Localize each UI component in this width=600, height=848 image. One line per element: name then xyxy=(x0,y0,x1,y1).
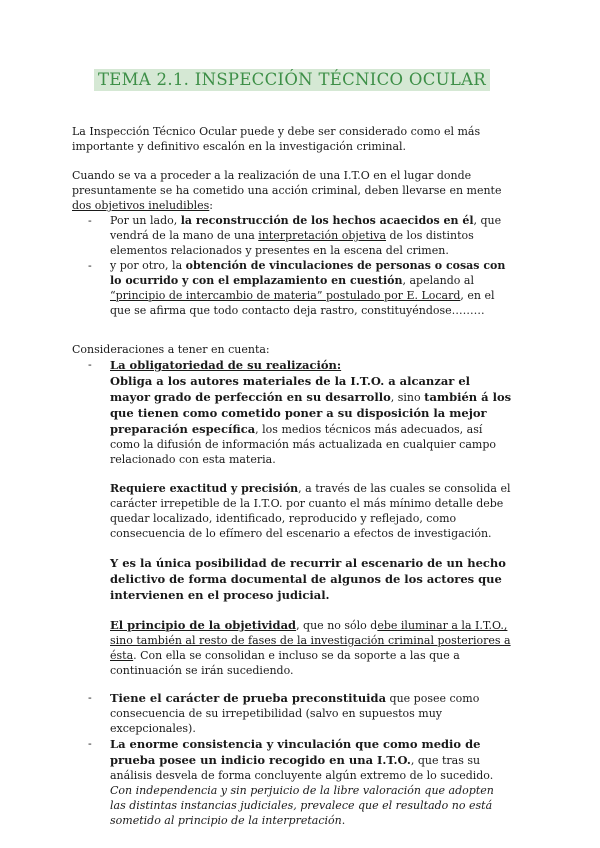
underlined-text: “principio de intercambio de materia” postulado por E. Locard xyxy=(110,289,461,302)
sub-paragraph xyxy=(110,555,512,603)
bold-text: la reconstrucción de los hechos acaecidos en él xyxy=(180,214,474,227)
text: . Con ella se consolidan e incluso se da soporte a las que a continuación se irán sucediendo. xyxy=(110,649,460,677)
text: , que vendrá de la mano de una xyxy=(110,214,502,242)
sub-paragraph xyxy=(110,481,512,541)
bold-text: Tiene el carácter de prueba preconstituida xyxy=(110,691,387,705)
text: : xyxy=(209,199,214,212)
list-item xyxy=(110,213,512,258)
list-item xyxy=(110,258,512,318)
underlined-text: dos objetivos ineludibles xyxy=(72,199,210,212)
text: , los medios técnicos más adecuados, así como la difusión de información más actualizada en cualquier campo relacionado con esta materia. xyxy=(110,423,496,466)
text: , en el que se afirma que todo contacto deja rastro, constituyéndose……… xyxy=(110,289,495,317)
text: , a través de las cuales se consolida el carácter irrepetible de la I.T.O. por cuanto el más mínimo detalle debe quedar localizado, identificado, reproducido y reflejado, como consecuencia de lo efímero del escenario a efectos de investigación. xyxy=(110,482,511,540)
objectives-list xyxy=(72,213,512,318)
text: . xyxy=(341,814,346,827)
list-item xyxy=(110,690,512,736)
text: , sino xyxy=(390,391,425,404)
title-wrap xyxy=(72,0,512,91)
bold-text: obtención de vinculaciones de personas o cosas con lo ocurrido y con el emplazamiento en cuestión xyxy=(110,259,506,287)
underlined-text: ebe iluminar a la I.T.O., sino también al resto de fases de la investigación criminal posteriores a ésta xyxy=(110,619,511,662)
bold-text: Y es la única posibilidad de recurrir al escenario de un hecho delictivo de forma documental de algunos de los actores que intervienen en el proceso judicial. xyxy=(110,556,506,602)
bold-underlined-text: El principio de la objetividad xyxy=(110,618,297,632)
text: Por un lado, xyxy=(110,214,181,227)
text: , que no sólo d xyxy=(296,619,378,632)
text: , apelando al xyxy=(402,274,474,287)
text: de los distintos elementos relacionados y presentes en la escena del crimen. xyxy=(110,229,474,257)
bold-text: Requiere exactitud y precisión xyxy=(110,482,299,495)
list-item xyxy=(110,357,512,678)
considerations-list xyxy=(72,357,512,828)
bold-text: Obliga a los autores materiales de la I.T.O. a alcanzar el mayor grado de perfección en su desarrollo xyxy=(110,374,471,404)
list-item xyxy=(110,736,512,828)
page-title: TEMA 2.1. INSPECCIÓN TÉCNICO OCULAR xyxy=(94,69,490,91)
text: que posee como consecuencia de su irrepetibilidad (salvo en supuestos muy excepcionales). xyxy=(110,692,480,735)
underlined-text: interpretación objetiva xyxy=(258,229,387,242)
bold-text: La enorme consistencia y vinculación que como medio de prueba posee un indicio recogido en una I.T.O. xyxy=(110,737,481,767)
text: y por otro, la xyxy=(110,259,186,272)
intro-paragraph: La Inspección Técnico Ocular puede y debe ser considerado como el más importante y definitivo escalón en la investigación criminal. xyxy=(72,125,481,153)
italic-text: Con independencia y sin perjuicio de la libre valoración que adopten las distintas instancias judiciales, prevalece que el resultado no está sometido al principio de la interpretación xyxy=(110,784,494,827)
consideration-heading: La obligatoriedad de su realización: xyxy=(110,358,342,372)
text: Cuando se va a proceder a la realización de una I.T.O en el lugar donde presuntamente se ha cometido una acción criminal, deben llevarse en mente xyxy=(72,169,502,197)
objectives-paragraph xyxy=(72,168,512,213)
text: , que tras su análisis desvela de forma concluyente algún extremo de lo sucedido. xyxy=(110,754,494,782)
sub-paragraph xyxy=(110,617,512,678)
considerations-label: Consideraciones a tener en cuenta: xyxy=(72,343,270,356)
bold-text: también á los que tienen como cometido poner a su disposición la mejor preparación específica xyxy=(110,390,512,436)
